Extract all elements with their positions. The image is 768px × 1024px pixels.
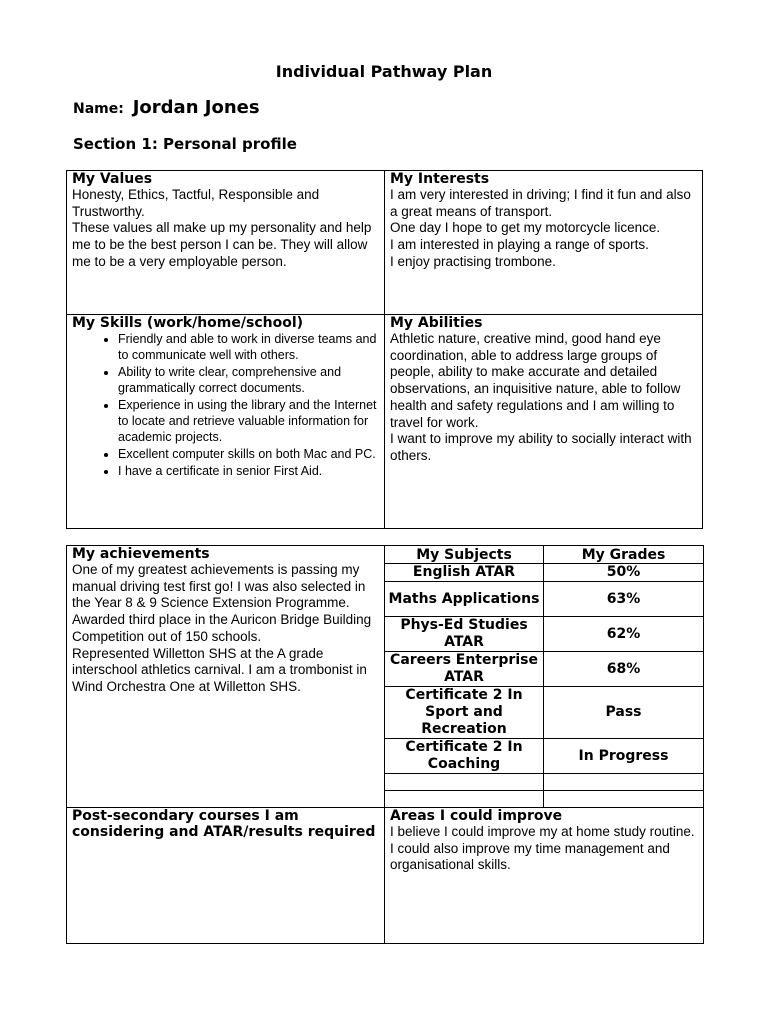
achievements-line: One of my greatest achievements is passing my manual driving test first go! I was also selected in the Year 8 & 9 Science Extension Programme. Awarded third place in the Auricon Bridge Building Competition out of 150 schools. — [72, 562, 372, 644]
abilities-cell — [385, 315, 703, 529]
achievements-heading: My achievements — [72, 546, 210, 562]
improve-line: I believe I could improve my at home study routine. — [390, 824, 695, 839]
interests-cell — [385, 171, 703, 315]
subject-cell: Phys-Ed Studies ATAR — [385, 617, 544, 652]
improve-cell — [385, 808, 704, 944]
grade-cell: Pass — [544, 687, 704, 739]
abilities-heading: My Abilities — [390, 315, 483, 331]
post-secondary-heading: Post-secondary courses I am considering and ATAR/results required — [72, 808, 376, 840]
section-heading: Section 1: Personal profile — [73, 135, 297, 153]
improve-line: I could also improve my time management and organisational skills. — [390, 840, 670, 873]
subject-cell: Certificate 2 In Sport and Recreation — [385, 687, 544, 739]
grade-cell: In Progress — [544, 739, 704, 774]
subject-cell: Maths Applications — [385, 582, 544, 617]
interests-line: I am very interested in driving; I find it fun and also a great means of transport. — [390, 187, 691, 219]
values-heading: My Values — [72, 171, 153, 187]
personal-profile-table — [66, 170, 703, 529]
grade-cell: 63% — [544, 582, 704, 617]
interests-line: One day I hope to get my motorcycle licence. — [390, 220, 661, 236]
improve-heading: Areas I could improve — [390, 808, 563, 824]
grade-cell — [544, 774, 704, 791]
skills-item: • I have a certificate in senior First Aid. — [118, 463, 379, 479]
abilities-line: I want to improve my ability to socially interact with others. — [390, 431, 692, 463]
skills-item: • Ability to write clear, comprehensive and grammatically correct documents. — [118, 364, 379, 396]
achievements-line: Represented Willetton SHS at the A grade interschool athletics carnival. I am a trombonist in Wind Orchestra One at Willetton SHS. — [72, 645, 367, 694]
name-label: Name: — [73, 101, 124, 117]
name-row — [73, 97, 260, 118]
post-secondary-cell — [67, 808, 385, 944]
subject-cell — [385, 774, 544, 791]
values-line: These values all make up my personality and help me to be the best person I can be. They will allow me to be a very employable person. — [72, 220, 372, 269]
skills-item: • Experience in using the library and the Internet to locate and retrieve valuable information for academic projects. — [118, 397, 379, 445]
abilities-line: Athletic nature, creative mind, good hand eye coordination, able to address large groups of people, ability to make accurate and detailed observations, an inquisitive nature, able to follow health and safety regulations and I am willing to travel for work. — [390, 331, 681, 430]
subject-cell: English ATAR — [385, 564, 544, 582]
interests-line: I enjoy practising trombone. — [390, 253, 556, 269]
skills-item: • Friendly and able to work in diverse teams and to communicate well with others. — [118, 331, 379, 363]
achievements-table — [66, 545, 704, 944]
interests-line: I am interested in playing a range of sports. — [390, 237, 649, 253]
page-title: Individual Pathway Plan — [275, 62, 493, 81]
subject-cell: Certificate 2 In Coaching — [385, 739, 544, 774]
grade-cell: 62% — [544, 617, 704, 652]
values-line: Honesty, Ethics, Tactful, Responsible and Trustworthy. — [72, 187, 320, 219]
subjects-header: My Subjects — [385, 546, 544, 564]
values-cell — [67, 171, 385, 315]
grade-cell: 50% — [544, 564, 704, 582]
skills-heading: My Skills (work/home/school) — [72, 315, 304, 331]
grade-cell: 68% — [544, 652, 704, 687]
subject-cell — [385, 791, 544, 808]
grade-cell — [544, 791, 704, 808]
grades-header: My Grades — [544, 546, 704, 564]
subject-cell: Careers Enterprise ATAR — [385, 652, 544, 687]
skills-cell — [67, 315, 385, 529]
interests-heading: My Interests — [390, 171, 490, 187]
achievements-cell — [67, 546, 385, 808]
name-value: Jordan Jones — [132, 97, 260, 118]
skills-item: • Excellent computer skills on both Mac and PC. — [118, 446, 379, 462]
skills-list — [72, 331, 379, 479]
